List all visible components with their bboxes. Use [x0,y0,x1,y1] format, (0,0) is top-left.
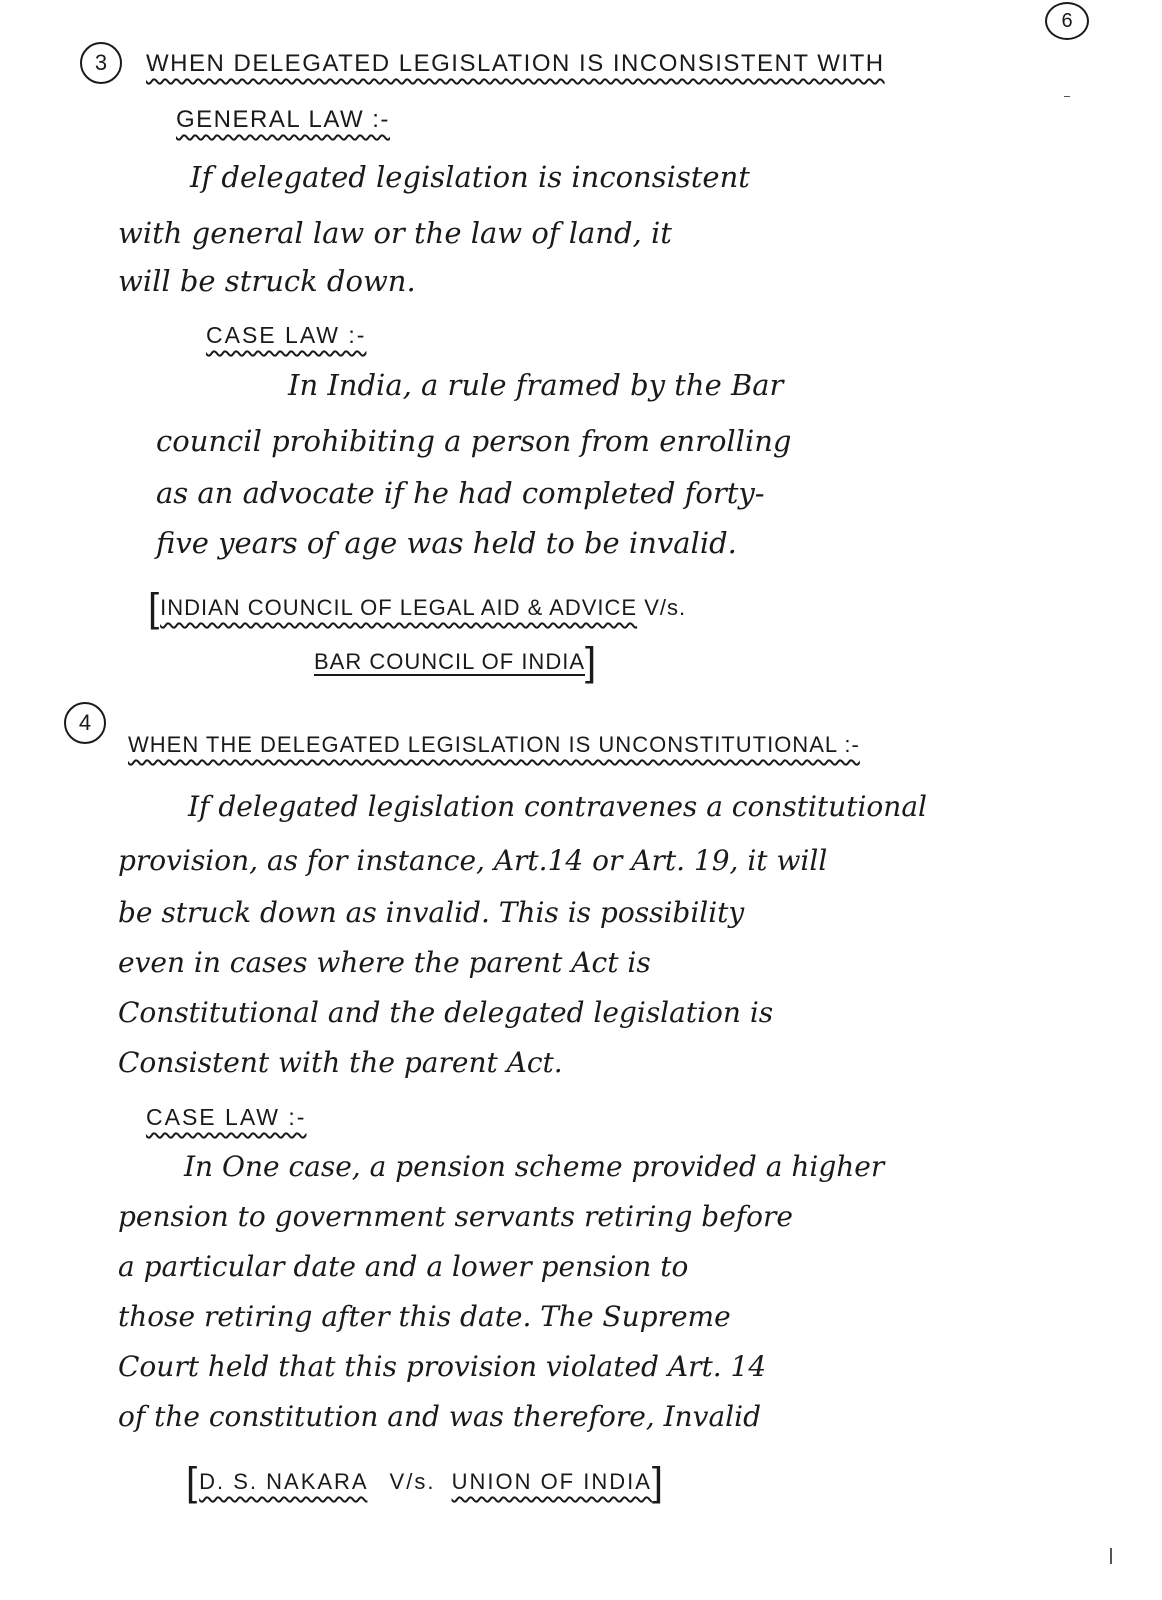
section3-case-law-label: CASE LAW :- [206,322,367,348]
section4-case-line5: Court held that this provision violated Art. 14 [118,1350,767,1383]
section3-body-line1: If delegated legislation is inconsistent [190,160,750,194]
close-bracket: ] [651,1460,666,1504]
section4-case-law-label: CASE LAW :- [146,1104,307,1130]
section3-citation-line2 [314,640,597,685]
section4-body-line6: Consistent with the parent Act. [118,1046,563,1079]
citation-vs: V/s. [389,1469,436,1494]
section4-body-line1: If delegated legislation contravenes a constitutional [188,790,927,823]
citation-party2: BAR COUNCIL OF INDIA [314,649,585,674]
page-number: 6 [1045,2,1089,40]
section-number-4: 4 [64,702,106,744]
section4-citation [186,1460,665,1505]
section3-body-line3: will be struck down. [118,264,416,298]
section4-case-line2: pension to government servants retiring before [118,1200,793,1233]
section3-case-line1: In India, a rule framed by the Bar [288,368,784,402]
section3-heading-line2: GENERAL LAW :- [176,106,390,133]
section4-case-line1: In One case, a pension scheme provided a higher [184,1150,885,1183]
section-number-3: 3 [80,42,122,84]
close-bracket: ] [585,640,598,684]
section4-body-line2: provision, as for instance, Art.14 or Art. 19, it will [118,844,828,877]
section4-case-line3: a particular date and a lower pension to [118,1250,689,1283]
scan-mark [1110,1548,1112,1564]
section3-heading-line1: WHEN DELEGATED LEGISLATION IS INCONSISTENT WITH [146,50,885,77]
section4-case-line4: those retiring after this date. The Supreme [118,1300,731,1333]
section4-case-line6: of the constitution and was therefore, Invalid [118,1400,762,1433]
section4-body-line5: Constitutional and the delegated legislation is [118,996,774,1029]
section3-case-line3: as an advocate if he had completed forty- [156,476,765,510]
section4-heading: WHEN THE DELEGATED LEGISLATION IS UNCONSTITUTIONAL :- [128,732,860,757]
section4-body-line3: be struck down as invalid. This is possibility [118,896,745,929]
open-bracket: [ [186,1460,200,1504]
citation-party1: INDIAN COUNCIL OF LEGAL AID & ADVICE [160,595,638,620]
section4-body-line4: even in cases where the parent Act is [118,946,651,979]
section3-body-line2: with general law or the law of land, it [118,216,672,250]
citation-party1: D. S. NAKARA [199,1469,368,1494]
section3-citation-line1 [148,586,686,631]
citation-vs: V/s. [644,595,687,620]
open-bracket: [ [148,586,161,630]
scan-mark [1064,96,1070,97]
section3-case-line2: council prohibiting a person from enrolling [156,424,792,458]
section3-case-line4: five years of age was held to be invalid. [156,526,737,560]
citation-party2: UNION OF INDIA [451,1469,652,1494]
